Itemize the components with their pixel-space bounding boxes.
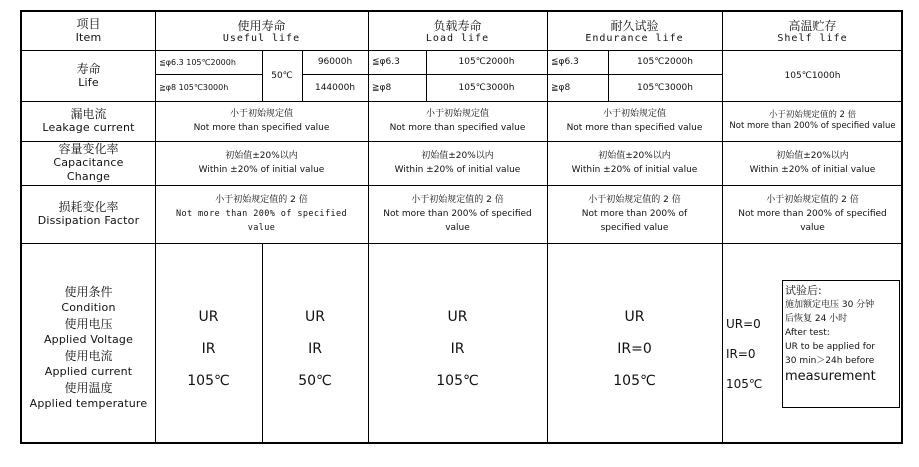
dissipation-label-en: Dissipation Factor <box>37 214 140 227</box>
dissipation-load-en2: value <box>445 223 470 233</box>
header-item-en: Item <box>75 31 102 44</box>
useful-life-b-text: ≧φ8 105℃3000h <box>159 83 229 92</box>
condition-useful1-voltage: UR <box>198 308 219 325</box>
header-useful-zh: 使用寿命 <box>237 18 286 33</box>
header-useful <box>155 12 368 50</box>
load-life-a-text: ≦φ6.3 <box>372 57 400 67</box>
condition-label-en2: Applied Voltage <box>43 332 134 346</box>
note-line-4: UR to be applied for <box>785 342 876 352</box>
dissipation-endurance-en2: specified value <box>600 223 669 233</box>
condition-label-zh3: 使用电流 <box>64 348 113 363</box>
useful-life-a <box>155 50 262 74</box>
condition-label-en4: Applied temperature <box>29 396 148 410</box>
condition-useful2-current: IR <box>308 340 322 357</box>
useful-life-h2-text: 144000h <box>314 82 356 93</box>
row-label-condition <box>22 243 155 444</box>
load-life-b-val-text: 105℃3000h <box>458 82 515 93</box>
header-shelf <box>722 12 903 50</box>
capacitance-label-zh: 容量变化率 <box>58 142 119 156</box>
capacitance-shelf-en: Within ±20% of initial value <box>749 165 876 175</box>
condition-endurance-temp: 105℃ <box>613 372 656 389</box>
condition-useful2-voltage: UR <box>305 308 325 325</box>
dissipation-shelf-en2: value <box>800 223 825 233</box>
row-label-life <box>22 50 155 101</box>
useful-life-b <box>155 74 262 101</box>
load-life-a-val-text: 105℃2000h <box>458 57 515 67</box>
header-shelf-en: Shelf life <box>777 32 848 44</box>
dissipation-useful-en2: value <box>247 223 276 233</box>
dissipation-useful <box>155 185 368 243</box>
condition-useful2-temp: 50℃ <box>298 372 332 389</box>
life-label-en: Life <box>78 75 99 89</box>
condition-load-voltage: UR <box>447 308 468 325</box>
leakage-shelf-zh: 小于初始规定值的 2 倍 <box>768 110 857 120</box>
capacitance-load-zh: 初始值±20%以内 <box>421 151 494 161</box>
life-label-zh: 寿命 <box>76 61 101 76</box>
dissipation-load-zh: 小于初始规定值的 2 倍 <box>411 195 504 205</box>
header-endurance <box>547 12 722 50</box>
condition-endurance <box>547 243 722 444</box>
note-line-5: 30 min＞24h before <box>785 356 875 366</box>
condition-load-temp: 105℃ <box>436 372 479 389</box>
leakage-endurance <box>547 101 722 141</box>
spec-table <box>20 10 903 444</box>
leakage-shelf <box>722 101 903 141</box>
row-label-dissipation <box>22 185 155 243</box>
condition-load <box>368 243 547 444</box>
endurance-life-b-val-text: 105℃3000h <box>637 82 693 93</box>
capacitance-load-en: Within ±20% of initial value <box>394 165 521 175</box>
useful-life-temp-text: 50℃ <box>271 70 293 81</box>
header-shelf-zh: 高温贮存 <box>788 18 837 33</box>
capacitance-label-en1: Capacitance <box>53 156 124 169</box>
capacitance-useful-en: Within ±20% of initial value <box>198 165 325 175</box>
endurance-life-a-val <box>608 50 722 74</box>
endurance-life-a <box>547 50 608 74</box>
condition-endurance-current: IR=0 <box>617 340 652 357</box>
condition-endurance-voltage: UR <box>624 308 645 325</box>
leakage-endurance-en: Not more than specified value <box>566 123 703 133</box>
capacitance-label-en2: Change <box>66 170 111 183</box>
dissipation-load-en1: Not more than 200% of specified <box>383 209 532 219</box>
leakage-useful-zh: 小于初始规定值 <box>229 109 293 119</box>
condition-label-en3: Applied current <box>44 364 133 378</box>
load-life-b-text: ≧φ8 <box>372 82 392 93</box>
useful-life-temp <box>262 50 302 101</box>
dissipation-shelf <box>722 185 903 243</box>
row-label-capacitance <box>22 141 155 185</box>
header-item-zh: 项目 <box>76 17 101 31</box>
note-line-6: measurement <box>785 369 876 384</box>
row-label-leakage <box>22 101 155 141</box>
leakage-label-zh: 漏电流 <box>70 107 107 121</box>
dissipation-shelf-en1: Not more than 200% of specified <box>738 209 887 219</box>
load-life-a <box>368 50 426 74</box>
leakage-label-en: Leakage current <box>42 121 135 134</box>
leakage-useful-en: Not more than specified value <box>193 123 330 133</box>
endurance-life-b <box>547 74 608 101</box>
condition-label-zh4: 使用温度 <box>64 380 113 395</box>
leakage-load-en: Not more than specified value <box>389 123 526 133</box>
capacitance-useful-zh: 初始值±20%以内 <box>225 151 298 161</box>
load-life-b <box>368 74 426 101</box>
capacitance-endurance-en: Within ±20% of initial value <box>571 165 698 175</box>
condition-shelf <box>722 243 782 444</box>
condition-shelf-current: IR=0 <box>726 346 756 361</box>
header-endurance-zh: 耐久试验 <box>610 18 659 33</box>
leakage-load <box>368 101 547 141</box>
endurance-life-a-text: ≦φ6.3 <box>551 57 579 67</box>
capacitance-shelf <box>722 141 903 185</box>
leakage-useful <box>155 101 368 141</box>
condition-useful-1 <box>155 243 262 444</box>
condition-shelf-temp: 105℃ <box>726 376 763 391</box>
condition-label-en1: Condition <box>61 300 116 314</box>
endurance-life-a-val-text: 105℃2000h <box>637 57 693 67</box>
header-load-zh: 负载寿命 <box>433 18 482 33</box>
note-line-3: After test: <box>785 328 830 338</box>
condition-shelf-voltage: UR=0 <box>726 316 761 331</box>
condition-label-zh2: 使用电压 <box>64 316 113 331</box>
dissipation-label-zh: 损耗变化率 <box>58 200 119 214</box>
dissipation-shelf-zh: 小于初始规定值的 2 倍 <box>766 195 859 205</box>
dissipation-useful-zh: 小于初始规定值的 2 倍 <box>215 195 308 205</box>
note-title: 试验后: <box>785 284 822 297</box>
dissipation-endurance-zh: 小于初始规定值的 2 倍 <box>588 195 681 205</box>
dissipation-endurance-en1: Not more than 200% of <box>581 209 688 219</box>
capacitance-endurance <box>547 141 722 185</box>
useful-life-a-text: ≦φ6.3 105℃2000h <box>159 57 236 67</box>
shelf-life-text: 105℃1000h <box>784 70 841 81</box>
note-line-1: 施加额定电压 30 分钟 <box>785 300 875 310</box>
capacitance-endurance-zh: 初始值±20%以内 <box>598 151 671 161</box>
condition-load-current: IR <box>450 340 465 357</box>
load-life-a-val <box>426 50 547 74</box>
condition-useful1-temp: 105℃ <box>187 372 230 389</box>
capacitance-useful <box>155 141 368 185</box>
condition-useful1-current: IR <box>201 340 216 357</box>
leakage-load-zh: 小于初始规定值 <box>425 109 489 119</box>
condition-label-zh1: 使用条件 <box>64 284 113 299</box>
useful-life-h1 <box>302 50 368 74</box>
useful-life-h1-text: 96000h <box>317 57 353 67</box>
dissipation-endurance <box>547 185 722 243</box>
endurance-life-b-text: ≧φ8 <box>551 82 571 93</box>
useful-life-h2 <box>302 74 368 101</box>
header-load-en: Load life <box>425 32 490 44</box>
header-item <box>22 12 155 50</box>
dissipation-load <box>368 185 547 243</box>
capacitance-load <box>368 141 547 185</box>
condition-useful-2 <box>262 243 368 444</box>
header-endurance-en: Endurance life <box>585 32 684 44</box>
note-line-2: 后恢复 24 小时 <box>785 314 848 324</box>
shelf-life <box>722 50 903 101</box>
endurance-life-b-val <box>608 74 722 101</box>
load-life-b-val <box>426 74 547 101</box>
dissipation-useful-en1: Not more than 200% of specified <box>175 209 348 219</box>
header-useful-en: Useful life <box>222 32 301 44</box>
leakage-endurance-zh: 小于初始规定值 <box>602 109 666 119</box>
after-test-note <box>782 280 900 408</box>
leakage-shelf-en: Not more than 200% of specified value <box>729 121 896 131</box>
capacitance-shelf-zh: 初始值±20%以内 <box>776 151 849 161</box>
header-load <box>368 12 547 50</box>
